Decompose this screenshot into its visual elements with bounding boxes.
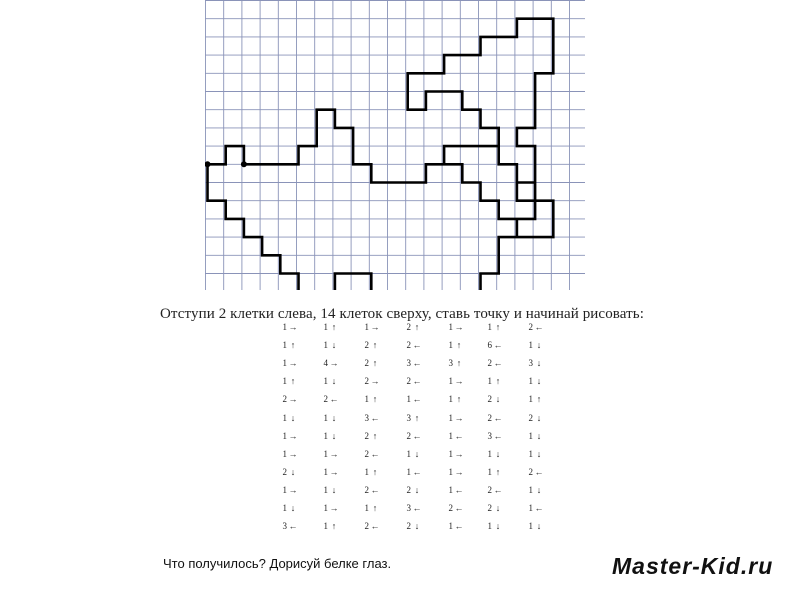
- arrow-right-icon: →: [288, 394, 298, 405]
- arrow-down-icon: ↓: [495, 394, 501, 405]
- direction-step: [319, 465, 340, 479]
- step-count: 3: [406, 503, 411, 513]
- arrow-up-icon: ↑: [372, 340, 378, 351]
- arrow-down-icon: ↓: [331, 412, 337, 423]
- arrow-right-icon: →: [288, 322, 298, 332]
- direction-step: [278, 501, 299, 515]
- step-count: 1: [448, 521, 453, 532]
- direction-step: [444, 465, 465, 479]
- arrow-down-icon: ↓: [331, 484, 337, 495]
- direction-step: [319, 483, 340, 497]
- arrow-down-icon: ↓: [414, 521, 420, 532]
- direction-step: [278, 374, 299, 388]
- step-count: 2: [528, 322, 533, 332]
- direction-step: [483, 429, 504, 443]
- step-count: 1: [406, 394, 411, 405]
- arrow-down-icon: ↓: [536, 448, 542, 459]
- step-count: 2: [487, 503, 492, 513]
- step-count: 1: [448, 322, 453, 332]
- instruction-text: Отступи 2 клетки слева, 14 клеток сверху, ставь точку и начинай рисовать:: [160, 306, 645, 322]
- direction-step: [483, 411, 504, 425]
- arrow-down-icon: ↓: [290, 466, 296, 477]
- arrow-left-icon: ←: [454, 430, 464, 441]
- arrow-down-icon: ↓: [331, 376, 337, 387]
- arrow-down-icon: ↓: [536, 412, 542, 423]
- step-count: 2: [528, 412, 533, 423]
- direction-step: [319, 447, 340, 461]
- step-count: 1: [448, 484, 453, 495]
- direction-step: [360, 483, 381, 497]
- arrow-up-icon: ↑: [331, 322, 337, 332]
- direction-step: [444, 338, 465, 352]
- step-count: 1: [448, 340, 453, 351]
- direction-step: [360, 392, 381, 406]
- direction-step: [483, 447, 504, 461]
- step-count: 3: [282, 521, 287, 532]
- arrow-down-icon: ↓: [414, 448, 420, 459]
- step-count: 2: [406, 340, 411, 351]
- arrow-down-icon: ↓: [331, 340, 337, 351]
- step-count: 1: [528, 448, 533, 459]
- step-count: 1: [323, 484, 328, 495]
- arrow-right-icon: →: [454, 466, 464, 477]
- arrow-right-icon: →: [329, 448, 339, 459]
- step-count: 1: [528, 340, 533, 351]
- direction-step: [483, 501, 504, 515]
- direction-step: [319, 374, 340, 388]
- arrow-left-icon: ←: [454, 503, 464, 513]
- arrow-up-icon: ↑: [456, 340, 462, 351]
- arrow-left-icon: ←: [493, 340, 503, 351]
- site-logo: Master-Kid.ru: [612, 553, 774, 579]
- arrow-down-icon: ↓: [495, 503, 501, 513]
- step-count: 2: [282, 394, 287, 405]
- direction-step: [402, 374, 423, 388]
- direction-step: [402, 465, 423, 479]
- direction-step: [360, 356, 381, 370]
- direction-step: [524, 338, 545, 352]
- step-count: 2: [364, 340, 369, 351]
- step-count: 2: [406, 430, 411, 441]
- step-count: 1: [282, 376, 287, 387]
- step-count: 3: [528, 358, 533, 369]
- step-count: 1: [528, 521, 533, 532]
- direction-step: [524, 392, 545, 406]
- step-count: 1: [448, 412, 453, 423]
- step-count: 2: [364, 521, 369, 532]
- direction-step: [278, 429, 299, 443]
- arrow-right-icon: →: [370, 322, 380, 332]
- direction-step: [360, 447, 381, 461]
- direction-step: [319, 392, 340, 406]
- arrow-down-icon: ↓: [536, 358, 542, 369]
- step-count: 2: [487, 412, 492, 423]
- arrow-right-icon: →: [329, 466, 339, 477]
- step-count: 2: [487, 358, 492, 369]
- arrow-down-icon: ↓: [536, 484, 542, 495]
- arrow-up-icon: ↑: [372, 394, 378, 405]
- step-count: 1: [364, 322, 369, 332]
- start-dot: [205, 161, 211, 167]
- arrow-right-icon: →: [288, 430, 298, 441]
- step-count: 1: [406, 466, 411, 477]
- direction-step: [444, 320, 465, 334]
- step-count: 2: [528, 466, 533, 477]
- arrow-left-icon: ←: [412, 358, 422, 369]
- arrow-left-icon: ←: [534, 503, 544, 513]
- direction-step: [524, 429, 545, 443]
- arrow-left-icon: ←: [412, 376, 422, 387]
- direction-step: [444, 392, 465, 406]
- step-count: 1: [282, 503, 287, 513]
- step-count: 6: [487, 340, 492, 351]
- step-count: 1: [487, 322, 492, 332]
- arrow-up-icon: ↑: [495, 376, 501, 387]
- direction-step: [444, 374, 465, 388]
- direction-step: [402, 392, 423, 406]
- step-count: 1: [406, 448, 411, 459]
- direction-step: [444, 501, 465, 515]
- arrow-left-icon: ←: [412, 394, 422, 405]
- arrow-right-icon: →: [288, 484, 298, 495]
- arrow-up-icon: ↑: [456, 394, 462, 405]
- arrow-down-icon: ↓: [290, 412, 296, 423]
- arrow-up-icon: ↑: [495, 322, 501, 332]
- direction-step: [360, 411, 381, 425]
- arrow-left-icon: ←: [412, 340, 422, 351]
- step-count: 2: [364, 430, 369, 441]
- direction-step: [402, 411, 423, 425]
- direction-step: [444, 356, 465, 370]
- arrow-left-icon: ←: [329, 394, 339, 405]
- direction-step: [360, 338, 381, 352]
- step-count: 2: [406, 521, 411, 532]
- direction-step: [360, 465, 381, 479]
- direction-step: [402, 447, 423, 461]
- direction-step: [360, 320, 381, 334]
- arrow-up-icon: ↑: [372, 358, 378, 369]
- step-count: 2: [448, 503, 453, 513]
- arrow-down-icon: ↓: [290, 503, 296, 513]
- arrow-down-icon: ↓: [536, 340, 542, 351]
- arrow-left-icon: ←: [493, 412, 503, 423]
- step-count: 1: [487, 521, 492, 532]
- arrow-right-icon: →: [288, 448, 298, 459]
- step-count: 2: [487, 394, 492, 405]
- direction-step: [319, 411, 340, 425]
- direction-step: [319, 338, 340, 352]
- arrow-down-icon: ↓: [331, 430, 337, 441]
- drawing-grid: [205, 0, 585, 290]
- direction-step: [444, 411, 465, 425]
- arrow-right-icon: →: [454, 448, 464, 459]
- direction-step: [483, 356, 504, 370]
- step-count: 1: [323, 521, 328, 532]
- step-count: 2: [406, 376, 411, 387]
- direction-step: [319, 501, 340, 515]
- direction-step: [483, 320, 504, 334]
- step-count: 1: [448, 376, 453, 387]
- direction-step: [319, 429, 340, 443]
- step-count: 1: [487, 466, 492, 477]
- direction-step: [524, 447, 545, 461]
- direction-step: [278, 320, 299, 334]
- direction-step: [483, 338, 504, 352]
- step-count: 1: [364, 503, 369, 513]
- step-count: 1: [364, 394, 369, 405]
- step-count: 4: [323, 358, 328, 369]
- step-count: 1: [528, 376, 533, 387]
- step-count: 1: [528, 503, 533, 513]
- direction-step: [278, 465, 299, 479]
- arrow-left-icon: ←: [412, 430, 422, 441]
- arrow-left-icon: ←: [454, 521, 464, 532]
- step-count: 2: [406, 484, 411, 495]
- direction-step: [524, 483, 545, 497]
- arrow-left-icon: ←: [493, 358, 503, 369]
- step-count: 1: [528, 430, 533, 441]
- step-count: 1: [364, 466, 369, 477]
- step-count: 2: [282, 466, 287, 477]
- direction-step: [402, 429, 423, 443]
- arrow-left-icon: ←: [370, 484, 380, 495]
- step-count: 2: [323, 394, 328, 405]
- step-count: 1: [282, 430, 287, 441]
- arrow-up-icon: ↑: [290, 376, 296, 387]
- direction-step: [483, 392, 504, 406]
- step-count: 1: [448, 448, 453, 459]
- step-count: 1: [282, 358, 287, 369]
- arrow-up-icon: ↑: [372, 466, 378, 477]
- arrow-left-icon: ←: [493, 430, 503, 441]
- arrow-left-icon: ←: [454, 484, 464, 495]
- direction-step: [360, 429, 381, 443]
- step-count: 1: [448, 466, 453, 477]
- arrow-up-icon: ↑: [331, 521, 337, 532]
- direction-step: [360, 519, 381, 533]
- direction-step: [402, 338, 423, 352]
- direction-step: [444, 447, 465, 461]
- arrow-up-icon: ↑: [372, 503, 378, 513]
- direction-step: [402, 519, 423, 533]
- direction-step: [524, 501, 545, 515]
- direction-step: [278, 483, 299, 497]
- step-count: 1: [282, 412, 287, 423]
- arrow-up-icon: ↑: [495, 466, 501, 477]
- direction-step: [444, 429, 465, 443]
- arrow-right-icon: →: [454, 376, 464, 387]
- direction-step: [319, 356, 340, 370]
- arrow-right-icon: →: [329, 358, 339, 369]
- step-count: 1: [487, 448, 492, 459]
- direction-step: [444, 519, 465, 533]
- direction-step: [402, 356, 423, 370]
- arrow-down-icon: ↓: [536, 430, 542, 441]
- step-count: 3: [487, 430, 492, 441]
- direction-step: [524, 411, 545, 425]
- start-dot: [241, 161, 247, 167]
- arrow-down-icon: ↓: [536, 376, 542, 387]
- step-count: 1: [323, 448, 328, 459]
- step-count: 1: [528, 394, 533, 405]
- arrow-up-icon: ↑: [414, 412, 420, 423]
- arrow-left-icon: ←: [412, 466, 422, 477]
- arrow-right-icon: →: [454, 412, 464, 423]
- step-count: 1: [323, 503, 328, 513]
- arrow-down-icon: ↓: [495, 521, 501, 532]
- step-count: 2: [364, 376, 369, 387]
- direction-step: [524, 356, 545, 370]
- step-count: 3: [448, 358, 453, 369]
- step-count: 2: [364, 448, 369, 459]
- step-count: 1: [323, 376, 328, 387]
- direction-step: [360, 374, 381, 388]
- step-count: 2: [364, 358, 369, 369]
- arrow-right-icon: →: [288, 358, 298, 369]
- step-count: 1: [323, 430, 328, 441]
- step-count: 2: [487, 484, 492, 495]
- step-count: 1: [323, 466, 328, 477]
- arrow-left-icon: ←: [370, 521, 380, 532]
- question-text: Что получилось? Дорисуй белке глаз.: [163, 556, 392, 571]
- direction-step: [278, 338, 299, 352]
- arrow-up-icon: ↑: [372, 430, 378, 441]
- direction-step: [524, 519, 545, 533]
- direction-step: [278, 392, 299, 406]
- grid-canvas: [205, 0, 585, 290]
- direction-step: [319, 519, 340, 533]
- arrow-right-icon: →: [329, 503, 339, 513]
- direction-step: [524, 374, 545, 388]
- direction-step: [483, 519, 504, 533]
- step-count: 1: [323, 322, 328, 332]
- direction-step: [524, 320, 545, 334]
- direction-step: [483, 374, 504, 388]
- step-count: 1: [323, 340, 328, 351]
- direction-step: [360, 501, 381, 515]
- direction-step: [278, 411, 299, 425]
- arrow-left-icon: ←: [370, 412, 380, 423]
- direction-step: [402, 483, 423, 497]
- step-count: 1: [528, 484, 533, 495]
- step-count: 1: [282, 322, 287, 332]
- arrow-right-icon: →: [454, 322, 464, 332]
- step-count: 1: [282, 448, 287, 459]
- arrow-down-icon: ↓: [495, 448, 501, 459]
- direction-step: [483, 483, 504, 497]
- direction-step: [319, 320, 340, 334]
- arrow-left-icon: ←: [370, 448, 380, 459]
- step-count: 1: [487, 376, 492, 387]
- step-count: 2: [406, 322, 411, 332]
- arrow-up-icon: ↑: [290, 340, 296, 351]
- step-count: 1: [448, 394, 453, 405]
- arrow-left-icon: ←: [288, 521, 298, 532]
- direction-step: [402, 501, 423, 515]
- step-count: 1: [448, 430, 453, 441]
- step-count: 2: [364, 484, 369, 495]
- step-count: 1: [282, 484, 287, 495]
- squirrel-outline: [208, 19, 554, 290]
- arrow-left-icon: ←: [534, 322, 544, 332]
- directions-table: [278, 320, 558, 540]
- direction-step: [278, 447, 299, 461]
- arrow-up-icon: ↑: [414, 322, 420, 332]
- direction-step: [524, 465, 545, 479]
- arrow-up-icon: ↑: [456, 358, 462, 369]
- step-count: 3: [406, 412, 411, 423]
- arrow-right-icon: →: [370, 376, 380, 387]
- arrow-left-icon: ←: [493, 484, 503, 495]
- step-count: 3: [364, 412, 369, 423]
- step-count: 3: [406, 358, 411, 369]
- arrow-left-icon: ←: [412, 503, 422, 513]
- direction-step: [402, 320, 423, 334]
- step-count: 1: [282, 340, 287, 351]
- direction-step: [278, 519, 299, 533]
- direction-step: [278, 356, 299, 370]
- arrow-down-icon: ↓: [414, 484, 420, 495]
- direction-step: [444, 483, 465, 497]
- arrow-down-icon: ↓: [536, 521, 542, 532]
- arrow-left-icon: ←: [534, 466, 544, 477]
- direction-step: [483, 465, 504, 479]
- arrow-up-icon: ↑: [536, 394, 542, 405]
- step-count: 1: [323, 412, 328, 423]
